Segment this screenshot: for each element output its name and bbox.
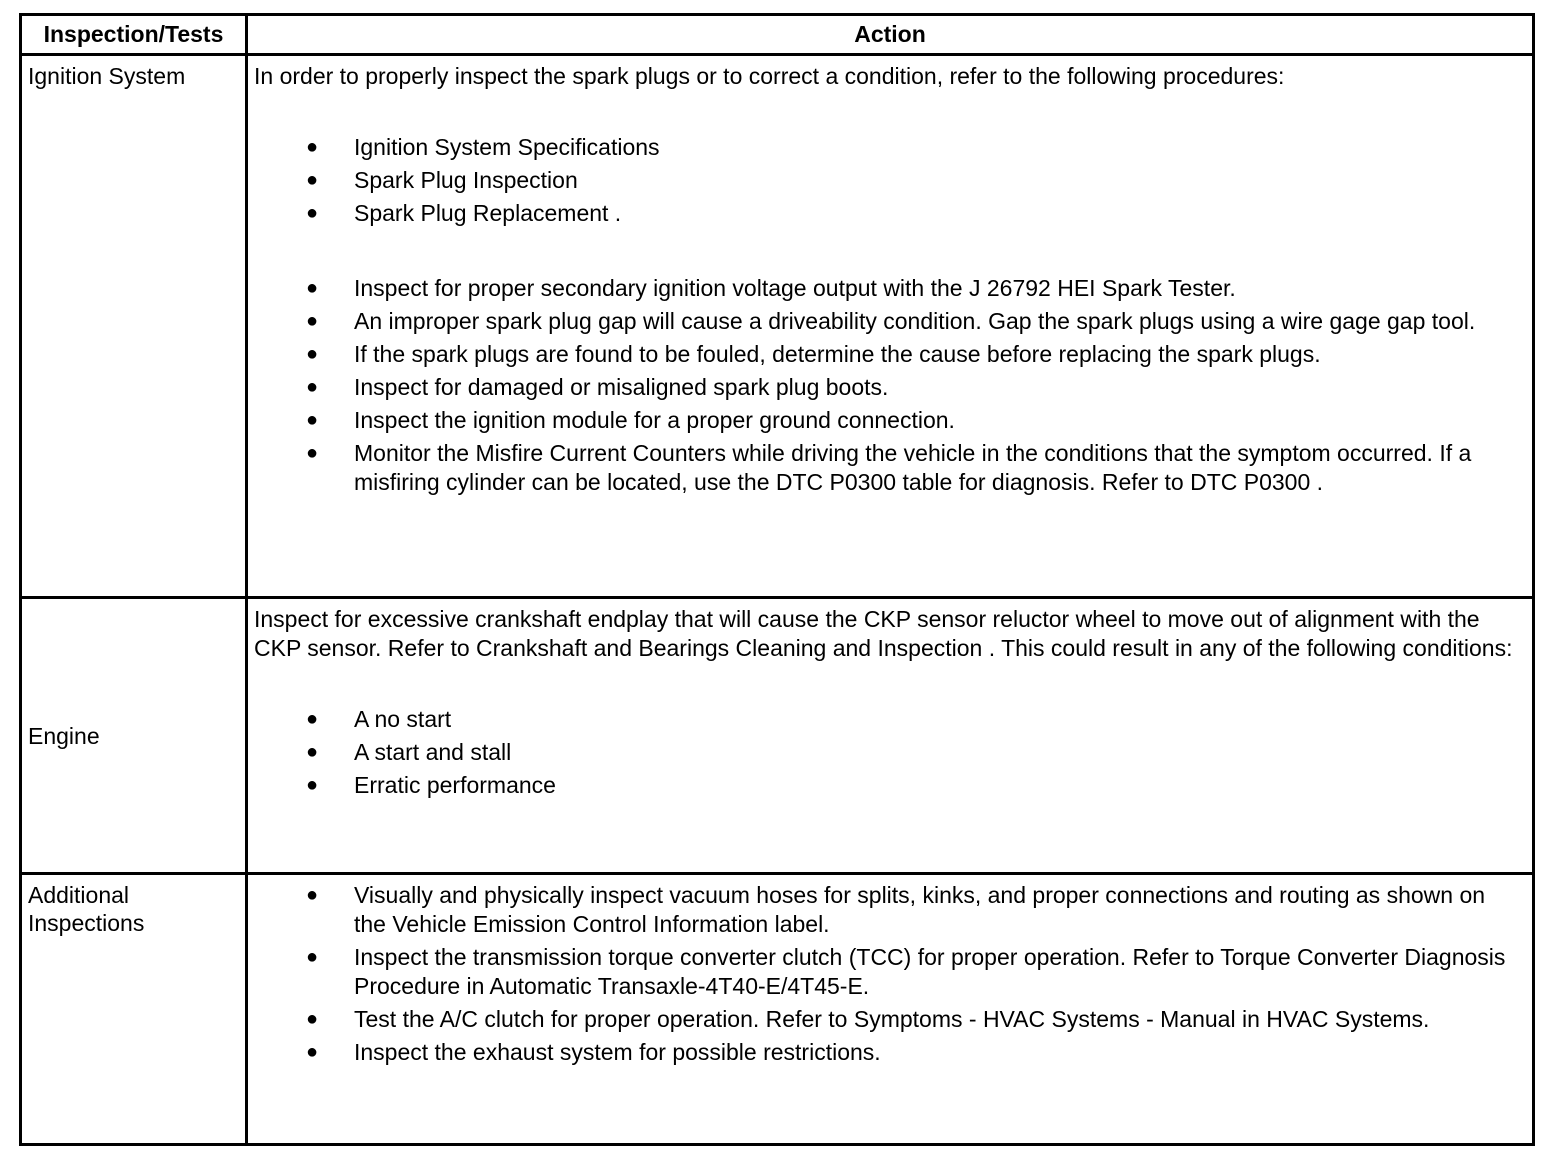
bullet-list bbox=[254, 274, 1522, 497]
list-item: ● Inspect for damaged or misaligned spark plug boots. bbox=[306, 374, 889, 400]
bullet-icon: ● bbox=[306, 1008, 319, 1031]
bullet-icon: ● bbox=[306, 136, 319, 158]
row-label: Ignition System bbox=[28, 63, 186, 89]
bullet-icon: ● bbox=[306, 946, 319, 969]
action-intro: Inspect for excessive crankshaft endplay that will cause the CKP sensor reluctor wheel to move out of alignment with the CKP sensor. Refer to Crankshaft and Bearings Cleaning and Inspection . This could result in any of the following conditions: bbox=[254, 606, 1513, 662]
action-intro: In order to properly inspect the spark plugs or to correct a condition, refer to the following procedures: bbox=[254, 63, 1285, 89]
list-item: ● Spark Plug Replacement . bbox=[306, 200, 622, 226]
bullet-icon: ● bbox=[306, 708, 319, 731]
bullet-list bbox=[254, 133, 1522, 228]
table-row bbox=[21, 874, 1534, 1145]
list-item: ● Inspect the ignition module for a proper ground connection. bbox=[306, 407, 955, 433]
bullet-icon: ● bbox=[306, 310, 319, 332]
list-item: ● Inspect for proper secondary ignition voltage output with the J 26792 HEI Spark Tester. bbox=[306, 275, 1236, 301]
bullet-icon: ● bbox=[306, 1041, 319, 1064]
bullet-icon: ● bbox=[306, 376, 319, 398]
list-item: ● Visually and physically inspect vacuum hoses for splits, kinks, and proper connections and routing as shown on the Vehicle Emission Control Information label. bbox=[306, 882, 1486, 938]
header-action: Action bbox=[247, 15, 1534, 55]
list-item: ● Ignition System Specifications bbox=[306, 134, 660, 160]
row-label: Additional Inspections bbox=[28, 882, 145, 937]
list-item: ● A no start bbox=[306, 706, 452, 733]
bullet-list bbox=[254, 705, 1522, 800]
bullet-icon: ● bbox=[306, 169, 319, 191]
list-item: ● Inspect the transmission torque converter clutch (TCC) for proper operation. Refer to Torque Converter Diagnosis Procedure in Automatic Transaxle-4T40-E/4T45-E. bbox=[306, 944, 1506, 1000]
table-row bbox=[21, 55, 1534, 598]
action-cell bbox=[247, 598, 1534, 874]
row-label: Engine bbox=[28, 722, 100, 749]
bullet-icon: ● bbox=[306, 277, 319, 299]
bullet-icon: ● bbox=[306, 409, 319, 431]
bullet-icon: ● bbox=[306, 343, 319, 365]
bullet-icon: ● bbox=[306, 442, 319, 464]
list-item: ● An improper spark plug gap will cause a driveability condition. Gap the spark plugs using a wire gage gap tool. bbox=[306, 308, 1476, 334]
action-cell bbox=[247, 55, 1534, 598]
table-row bbox=[21, 598, 1534, 874]
row-label-cell bbox=[21, 598, 247, 874]
list-item: ● Inspect the exhaust system for possible restrictions. bbox=[306, 1039, 881, 1066]
action-cell bbox=[247, 874, 1534, 1145]
list-item: ● Spark Plug Inspection bbox=[306, 167, 578, 193]
list-item: ● Monitor the Misfire Current Counters while driving the vehicle in the conditions that the symptom occurred. If a misfiring cylinder can be located, use the DTC P0300 table for diagnosis. Refer to DTC P0300 . bbox=[306, 440, 1472, 495]
list-item: ● Erratic performance bbox=[306, 772, 556, 799]
row-label-cell bbox=[21, 55, 247, 598]
bullet-icon: ● bbox=[306, 774, 319, 797]
list-item: ● Test the A/C clutch for proper operation. Refer to Symptoms - HVAC Systems - Manual in HVAC Systems. bbox=[306, 1006, 1430, 1033]
row-label-cell bbox=[21, 874, 247, 1145]
bullet-icon: ● bbox=[306, 884, 319, 907]
header-row bbox=[21, 15, 1534, 55]
bullet-list bbox=[254, 881, 1522, 1067]
list-item: ● A start and stall bbox=[306, 739, 512, 766]
bullet-icon: ● bbox=[306, 741, 319, 764]
bullet-icon: ● bbox=[306, 202, 319, 224]
inspection-table bbox=[19, 13, 1535, 1146]
header-inspection-tests: Inspection/Tests bbox=[21, 15, 247, 55]
list-item: ● If the spark plugs are found to be fouled, determine the cause before replacing the spark plugs. bbox=[306, 341, 1321, 367]
